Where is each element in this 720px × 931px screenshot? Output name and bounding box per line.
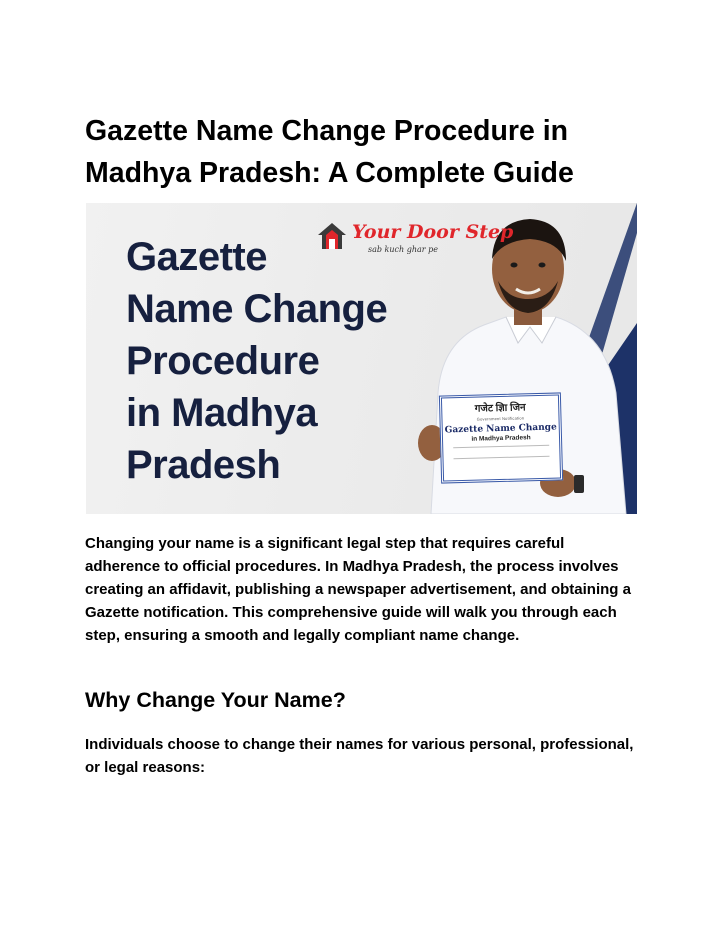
hero-heading-line: in Madhya: [126, 391, 318, 435]
certificate-title: Gazette Name Change: [444, 422, 557, 436]
hero-heading-line: Pradesh: [126, 443, 281, 487]
hero-heading-line: Gazette: [126, 235, 267, 279]
certificate-hindi-header: गजेट ज्ञिा जिन: [474, 402, 526, 415]
certificate-text-lines: [453, 445, 549, 460]
hero-image: [86, 203, 637, 514]
gazette-certificate: [439, 392, 563, 483]
certificate-subtitle: in Madhya Pradesh: [471, 434, 531, 443]
certificate-small-text: Government Notification: [476, 415, 525, 422]
intro-paragraph: Changing your name is a significant legal step that requires careful adherence to official procedures. In Madhya Pradesh, the process involves creating an affidavit, publishing a newspaper advertisement, and obtaining a Gazette notification. This comprehensive guide will walk you through each step, ensuring a smooth and legally compliant name change.: [85, 535, 631, 644]
section-paragraph: Individuals choose to change their names for various personal, professional, or legal reasons:: [85, 736, 634, 776]
section-heading: Why Change Your Name?: [85, 688, 346, 712]
hero-heading-line: Name Change: [126, 287, 388, 331]
logo-tagline: sab kuch ghar pe: [368, 245, 438, 254]
house-logo-icon: [316, 221, 348, 251]
hero-heading: [126, 231, 387, 491]
logo-name: Your Door Step: [352, 221, 514, 243]
hero-heading-line: Procedure: [126, 339, 320, 383]
page-title: Gazette Name Change Procedure in Madhya Pradesh: A Complete Guide: [85, 115, 574, 189]
